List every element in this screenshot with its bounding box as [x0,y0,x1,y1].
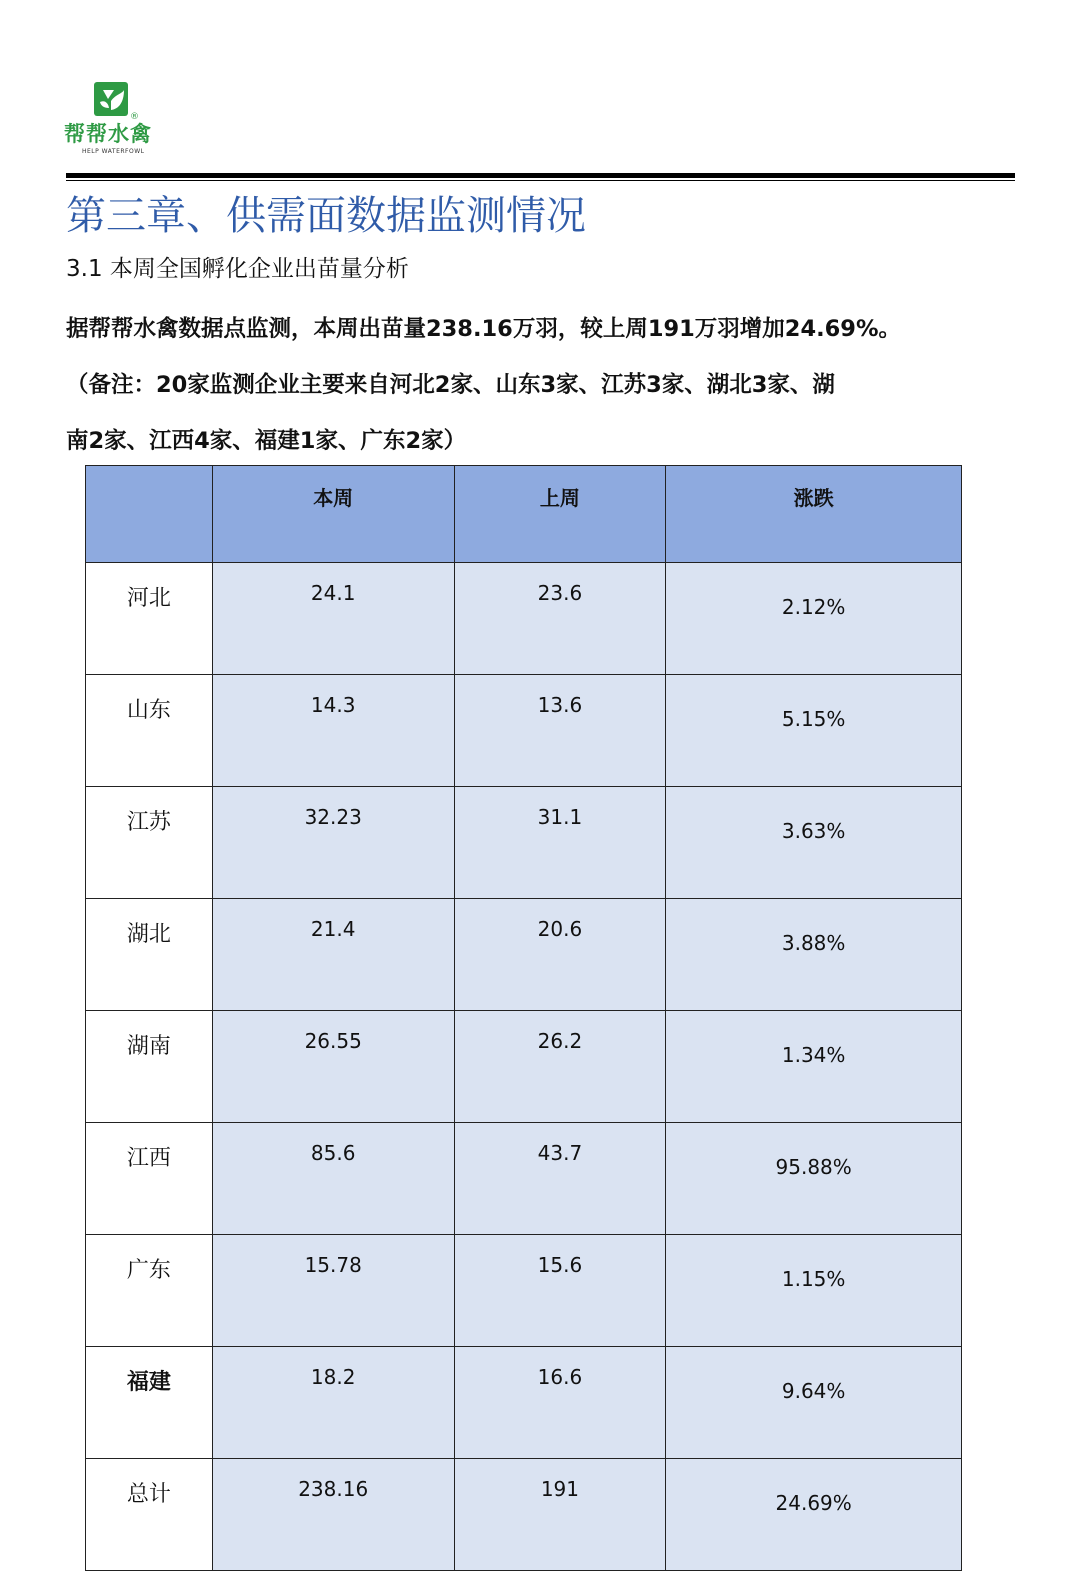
header-cell-last-week: 上周 [454,466,666,563]
last-week-cell: 26.2 [454,1011,666,1123]
last-week-cell: 15.6 [454,1235,666,1347]
total-label-cell: 总计 [86,1459,213,1571]
leaf-logo-icon [94,82,128,116]
province-cell: 湖北 [86,899,213,1011]
change-cell: 1.15% [666,1235,962,1347]
header-cell-this-week: 本周 [212,466,454,563]
paragraph-line: 南2家、江西4家、福建1家、广东2家） [66,428,467,454]
change-cell: 3.88% [666,899,962,1011]
summary-paragraph [66,301,1026,469]
change-cell: 95.88% [666,1123,962,1235]
this-week-cell: 21.4 [212,899,454,1011]
hatchery-output-table [85,465,962,1571]
province-cell: 湖南 [86,1011,213,1123]
this-week-cell: 24.1 [212,563,454,675]
change-total-cell: 24.69% [666,1459,962,1571]
brand-logo [64,82,164,162]
this-week-cell: 85.6 [212,1123,454,1235]
table-total-row [86,1459,962,1571]
header-cell-blank [86,466,213,563]
table-row [86,1235,962,1347]
last-week-total-cell: 191 [454,1459,666,1571]
this-week-cell: 14.3 [212,675,454,787]
last-week-cell: 13.6 [454,675,666,787]
chapter-title: 第三章、供需面数据监测情况 [66,193,586,239]
table-header-row [86,466,962,563]
province-cell: 福建 [86,1347,213,1459]
table-row [86,787,962,899]
brand-name-cn: 帮帮水禽 [64,122,152,146]
province-cell: 广东 [86,1235,213,1347]
change-cell: 3.63% [666,787,962,899]
last-week-cell: 20.6 [454,899,666,1011]
table-row [86,675,962,787]
province-cell: 河北 [86,563,213,675]
province-cell: 江西 [86,1123,213,1235]
province-cell: 山东 [86,675,213,787]
table-row [86,1347,962,1459]
last-week-cell: 23.6 [454,563,666,675]
change-cell: 9.64% [666,1347,962,1459]
this-week-cell: 15.78 [212,1235,454,1347]
header-cell-change: 涨跌 [666,466,962,563]
province-cell: 江苏 [86,787,213,899]
brand-name-en: HELP WATERFOWL [82,148,145,155]
this-week-cell: 18.2 [212,1347,454,1459]
last-week-cell: 16.6 [454,1347,666,1459]
table-row [86,1123,962,1235]
registered-mark: ® [130,112,139,122]
header-rule-thick [66,173,1015,178]
this-week-total-cell: 238.16 [212,1459,454,1571]
this-week-cell: 26.55 [212,1011,454,1123]
last-week-cell: 43.7 [454,1123,666,1235]
last-week-cell: 31.1 [454,787,666,899]
header-rule-thin [66,180,1015,181]
change-cell: 5.15% [666,675,962,787]
section-title: 3.1 本周全国孵化企业出苗量分析 [66,256,409,282]
paragraph-line: 据帮帮水禽数据点监测，本周出苗量238.16万羽，较上周191万羽增加24.69%。 [66,316,902,342]
this-week-cell: 32.23 [212,787,454,899]
table-row [86,1011,962,1123]
table-row [86,899,962,1011]
change-cell: 1.34% [666,1011,962,1123]
table-row [86,563,962,675]
change-cell: 2.12% [666,563,962,675]
paragraph-line: （备注：20家监测企业主要来自河北2家、山东3家、江苏3家、湖北3家、湖 [66,372,835,398]
